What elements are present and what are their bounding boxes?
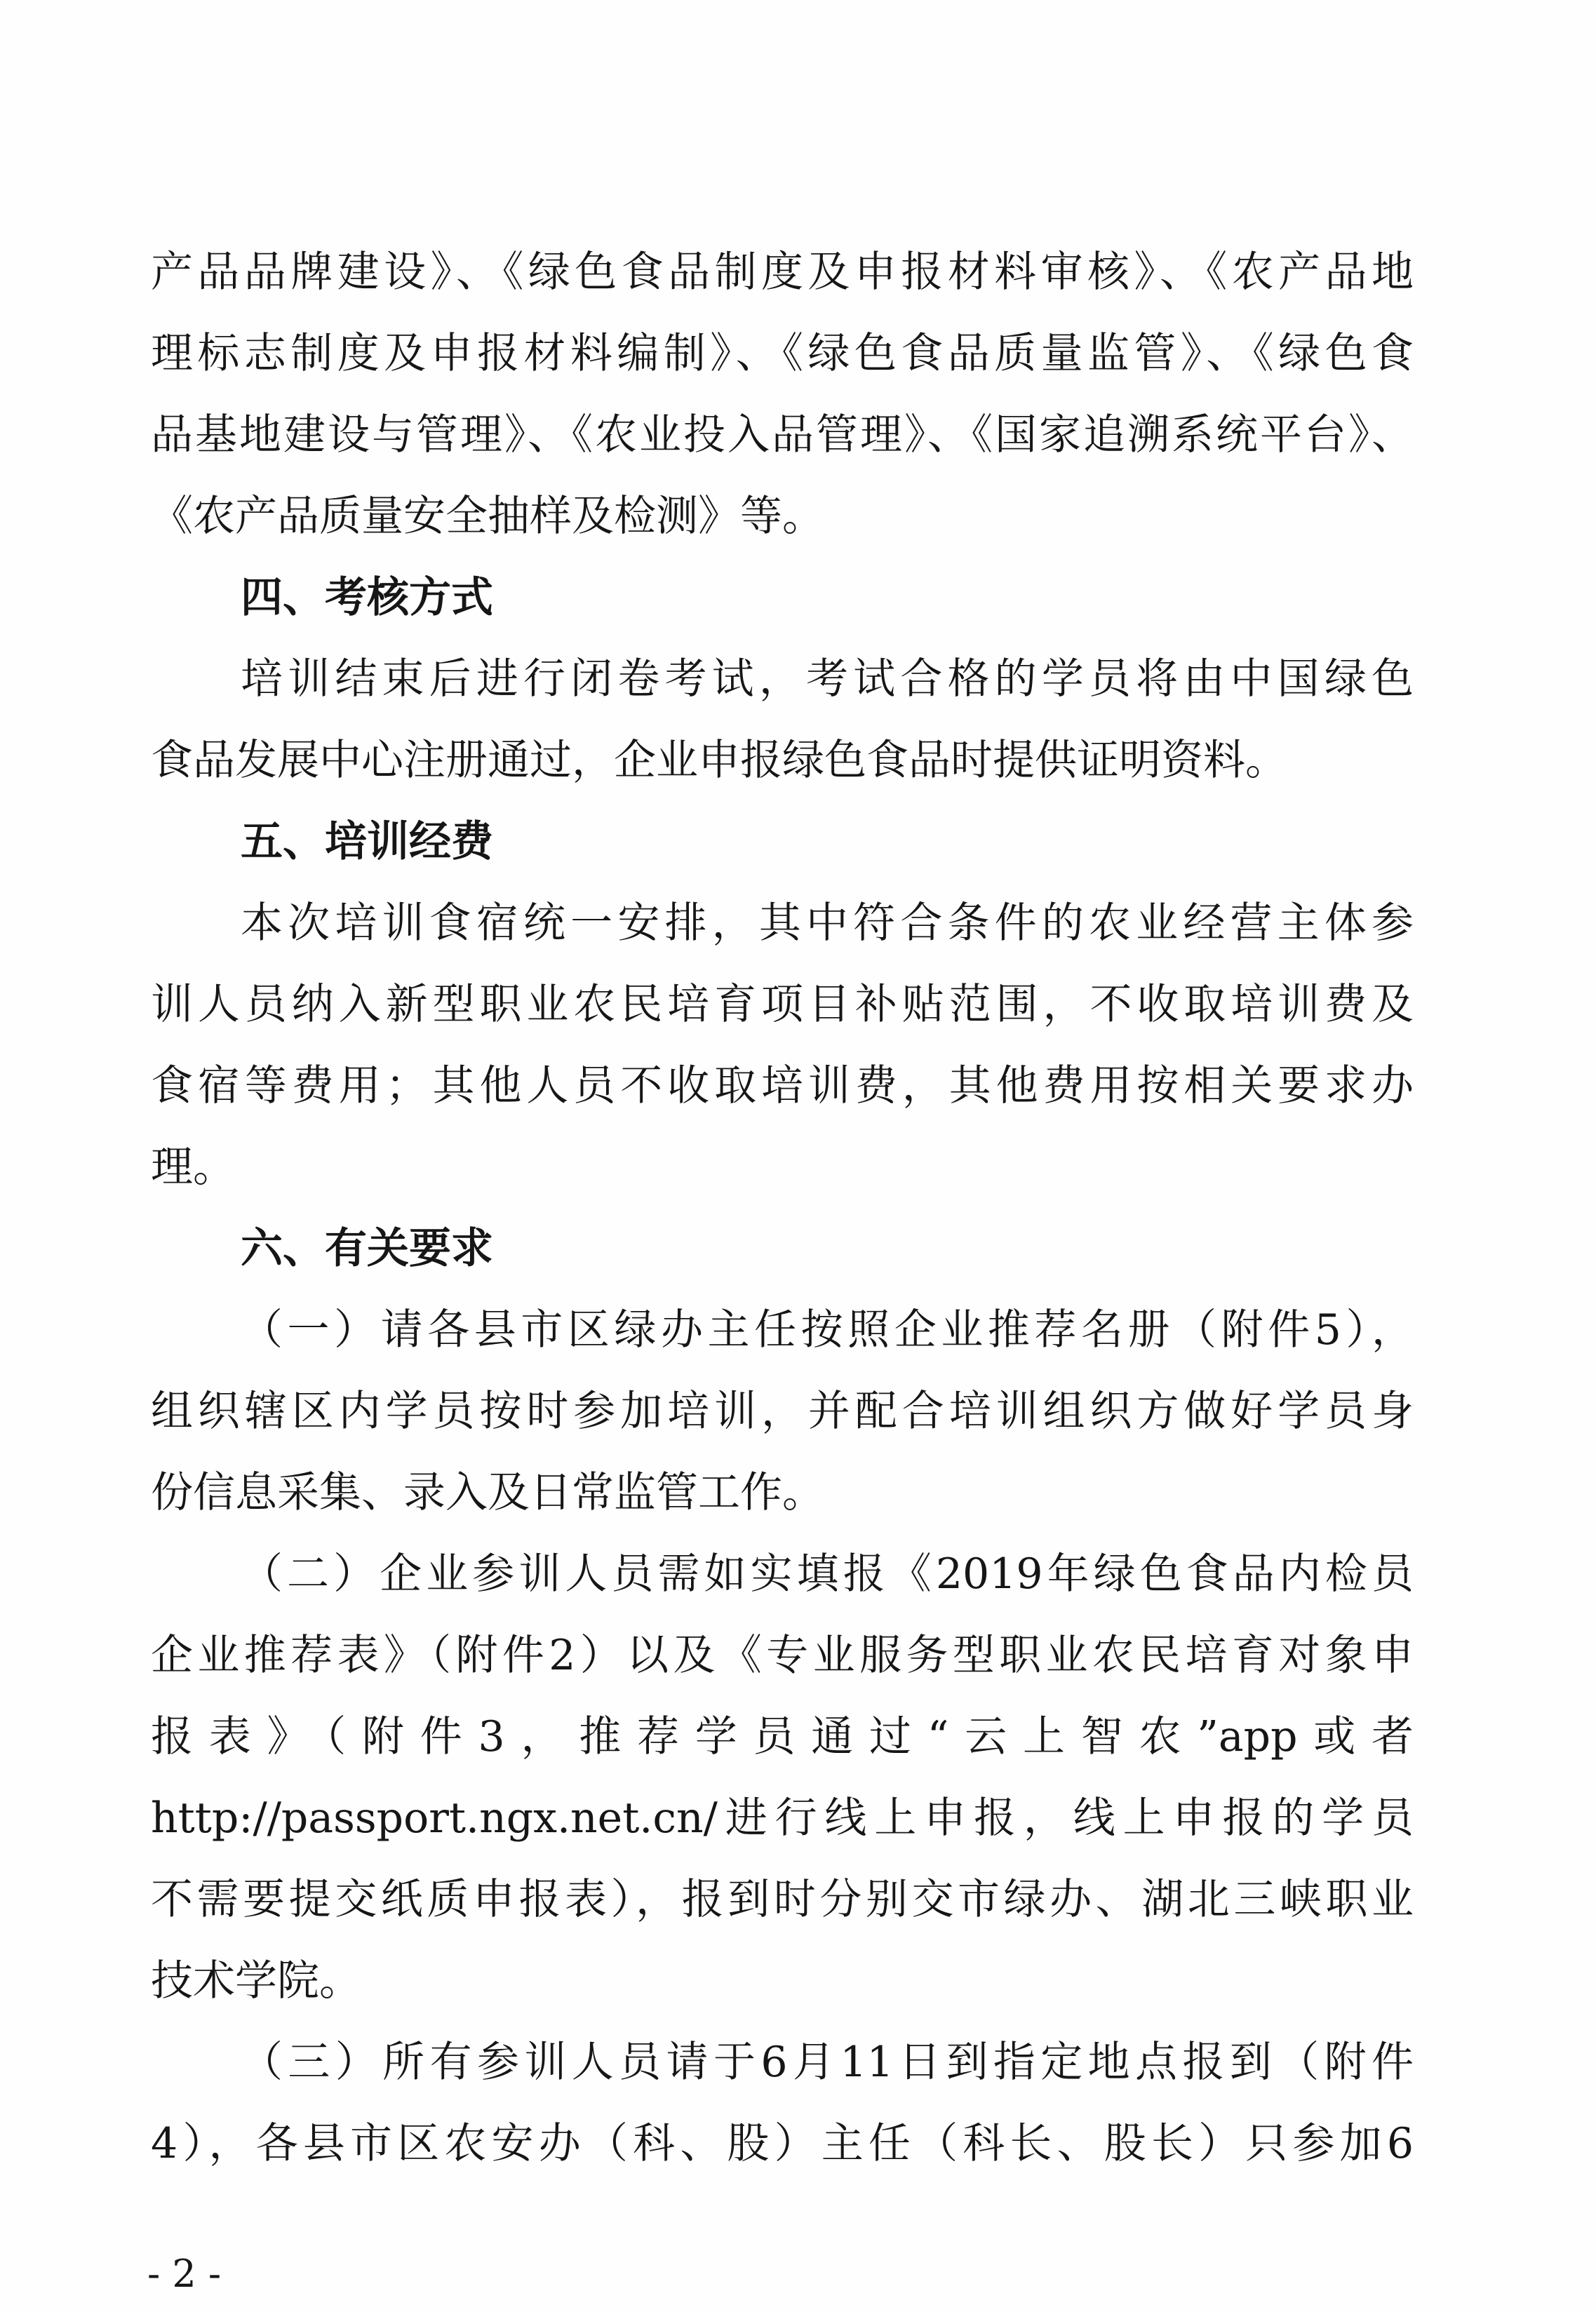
- text-line: 产品品牌建设》、《绿色食品制度及申报材料审核》、《农产品地: [151, 248, 1414, 297]
- text-line: 本次培训食宿统一安排，其中符合条件的农业经营主体参: [241, 899, 1414, 948]
- text-line: 理标志制度及申报材料编制》、《绿色食品质量监管》、《绿色食: [151, 329, 1414, 378]
- text-line: （二）企业参训人员需如实填报《2019年绿色食品内检员: [241, 1550, 1414, 1599]
- text-line: 报表》（附件3，推荐学员通过“云上智农”app或者: [151, 1712, 1414, 1761]
- section-heading: 四、考核方式: [241, 573, 493, 622]
- text-line: 品基地建设与管理》、《农业投入品管理》、《国家追溯系统平台》、: [151, 410, 1414, 459]
- text-line: 《农产品质量安全抽样及检测》等。: [151, 492, 824, 541]
- text-line: 食宿等费用；其他人员不收取培训费，其他费用按相关要求办: [151, 1061, 1414, 1110]
- text-line: 技术学院。: [151, 1956, 361, 2005]
- text-line: 4），各县市区农安办（科、股）主任（科长、股长）只参加6: [151, 2119, 1414, 2168]
- text-line: 训人员纳入新型职业农民培育项目补贴范围，不收取培训费及: [151, 980, 1414, 1029]
- text-line: 组织辖区内学员按时参加培训，并配合培训组织方做好学员身: [151, 1387, 1414, 1436]
- text-line: 不需要提交纸质申报表），报到时分别交市绿办、湖北三峡职业: [151, 1875, 1414, 1924]
- section-heading: 六、有关要求: [241, 1224, 493, 1273]
- text-line: （三）所有参训人员请于6月11日到指定地点报到（附件: [241, 2038, 1414, 2087]
- page-number: - 2 -: [147, 2252, 222, 2296]
- text-line: 培训结束后进行闭卷考试，考试合格的学员将由中国绿色: [241, 654, 1414, 704]
- text-line: 食品发展中心注册通过，企业申报绿色食品时提供证明资料。: [151, 736, 1287, 785]
- text-line: 份信息采集、录入及日常监管工作。: [151, 1468, 824, 1517]
- text-line: 企业推荐表》（附件2）以及《专业服务型职业农民培育对象申: [151, 1631, 1414, 1680]
- text-line: （一）请各县市区绿办主任按照企业推荐名册（附件5），: [241, 1305, 1414, 1355]
- text-line: 理。: [151, 1143, 235, 1192]
- document-body: [151, 231, 1414, 2184]
- section-heading: 五、培训经费: [241, 817, 493, 866]
- text-line: http://passport.ngx.net.cn/进行线上申报，线上申报的学员: [151, 1794, 1414, 1843]
